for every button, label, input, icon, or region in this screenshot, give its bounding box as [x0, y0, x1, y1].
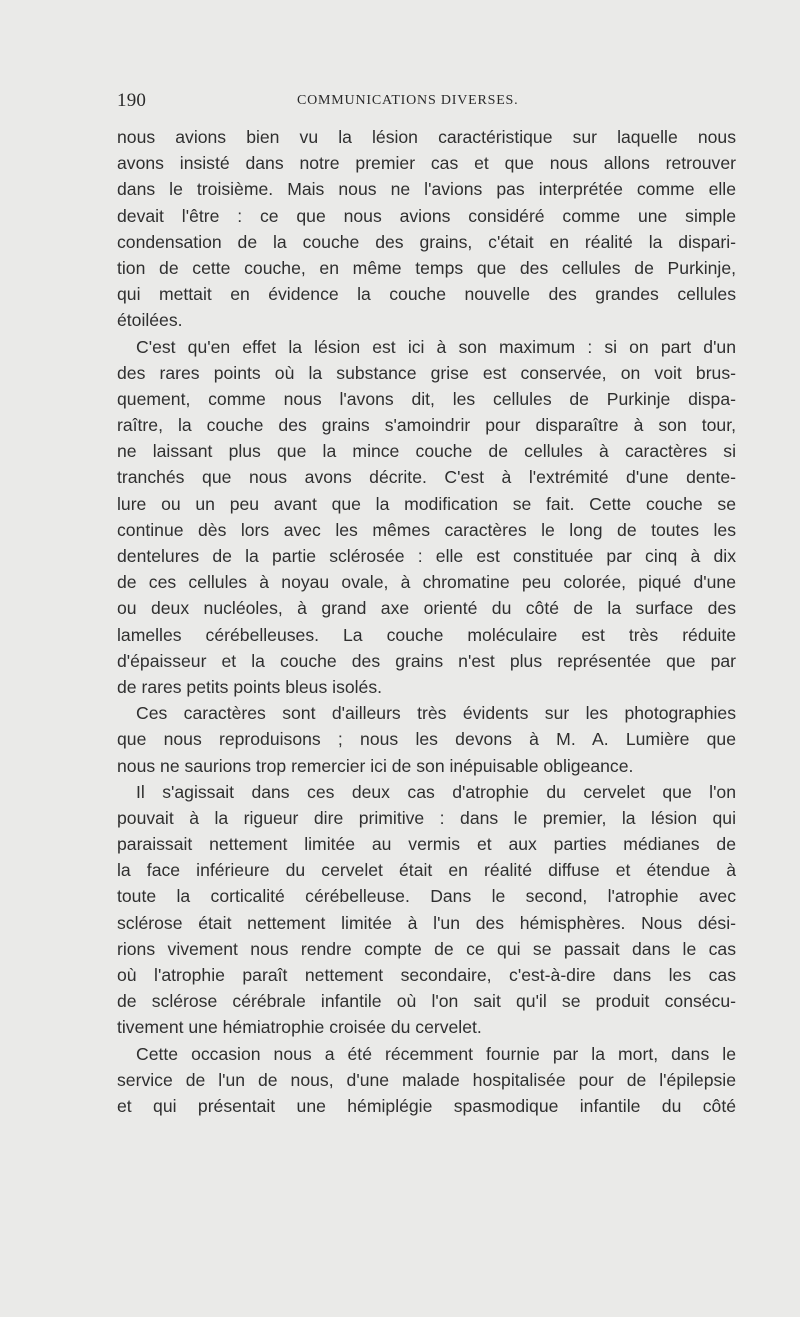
paragraph [117, 779, 736, 1041]
text-line: de sclérose cérébrale infantile où l'on sait qu'il se produit consécu- [117, 991, 736, 1012]
paragraph [117, 124, 736, 334]
text-line: lamelles cérébelleuses. La couche moléculaire est très réduite [117, 624, 736, 645]
text-line: service de l'un de nous, d'une malade hospitalisée pour de l'épilepsie [117, 1069, 736, 1090]
text-line: dentelures de la partie sclérosée : elle est constituée par cinq à dix [117, 546, 736, 566]
text-line: Ces caractères sont d'ailleurs très évidents sur les photographies [136, 703, 736, 724]
text-line: étoilées. [117, 310, 183, 331]
text-line: ne laissant plus que la mince couche de cellules à caractères si [117, 441, 736, 462]
page-header [117, 90, 737, 114]
text-line: et qui présentait une hémiplégie spasmodique infantile du côté [117, 1095, 736, 1116]
text-line: dans le troisième. Mais nous ne l'avions pas interprétée comme elle [117, 179, 736, 200]
text-line: nous ne saurions trop remercier ici de son inépuisable obligeance. [117, 755, 634, 776]
text-line: d'épaisseur et la couche des grains n'est plus représentée que par [117, 650, 736, 671]
text-line: des rares points où la substance grise est conservée, on voit brus- [117, 362, 736, 383]
text-line: tivement une hémiatrophie croisée du cervelet. [117, 1017, 482, 1038]
text-line: qui mettait en évidence la couche nouvelle des grandes cellules [117, 284, 736, 305]
text-line: avons insisté dans notre premier cas et que nous allons retrouver [117, 153, 736, 174]
text-line: de rares petits points bleus isolés. [117, 676, 383, 697]
text-line: lure ou un peu avant que la modification se fait. Cette couche se [117, 493, 736, 514]
text-line: que nous reproduisons ; nous les devons à M. A. Lumière que [117, 729, 736, 750]
text-line: ou deux nucléoles, à grand axe orienté du côté de la surface des [117, 598, 736, 619]
text-line: où l'atrophie paraît nettement secondaire, c'est-à-dire dans les cas [117, 965, 736, 985]
paragraph [117, 1041, 736, 1120]
paragraph [117, 700, 736, 779]
text-line: tion de cette couche, en même temps que des cellules de Purkinje, [117, 257, 736, 278]
text-line: nous avions bien vu la lésion caractéristique sur laquelle nous [117, 127, 736, 147]
text-line: continue dès lors avec les mêmes caractères le long de toutes les [117, 519, 736, 540]
paragraph [117, 334, 736, 701]
text-line: C'est qu'en effet la lésion est ici à son maximum : si on part d'un [136, 336, 736, 357]
text-line: rions vivement nous rendre compte de ce qui se passait dans le cas [117, 938, 736, 959]
text-line: Il s'agissait dans ces deux cas d'atrophie du cervelet que l'on [136, 781, 736, 802]
text-line: Cette occasion nous a été récemment fournie par la mort, dans le [136, 1043, 736, 1064]
text-line: condensation de la couche des grains, c'était en réalité la dispari- [117, 231, 736, 252]
text-line: devait l'être : ce que nous avions considéré comme une simple [117, 205, 736, 226]
page-number: 190 [117, 90, 147, 111]
text-line: toute la corticalité cérébelleuse. Dans le second, l'atrophie avec [117, 886, 736, 907]
text-line: pouvait à la rigueur dire primitive : dans le premier, la lésion qui [117, 807, 736, 828]
text-line: sclérose était nettement limitée à l'un des hémisphères. Nous dési- [117, 912, 736, 933]
text-line: de ces cellules à noyau ovale, à chromatine peu colorée, piqué d'une [117, 572, 736, 593]
text-line: raître, la couche des grains s'amoindrir pour disparaître à son tour, [117, 415, 736, 436]
running-head: COMMUNICATIONS DIVERSES. [297, 93, 519, 108]
text-line: quement, comme nous l'avons dit, les cellules de Purkinje dispa- [117, 388, 736, 409]
body-text [117, 124, 736, 1119]
text-line: la face inférieure du cervelet était en réalité diffuse et étendue à [117, 860, 736, 881]
text-line: paraissait nettement limitée au vermis et aux parties médianes de [117, 834, 736, 855]
text-line: tranchés que nous avons décrite. C'est à l'extrémité d'une dente- [117, 467, 736, 488]
